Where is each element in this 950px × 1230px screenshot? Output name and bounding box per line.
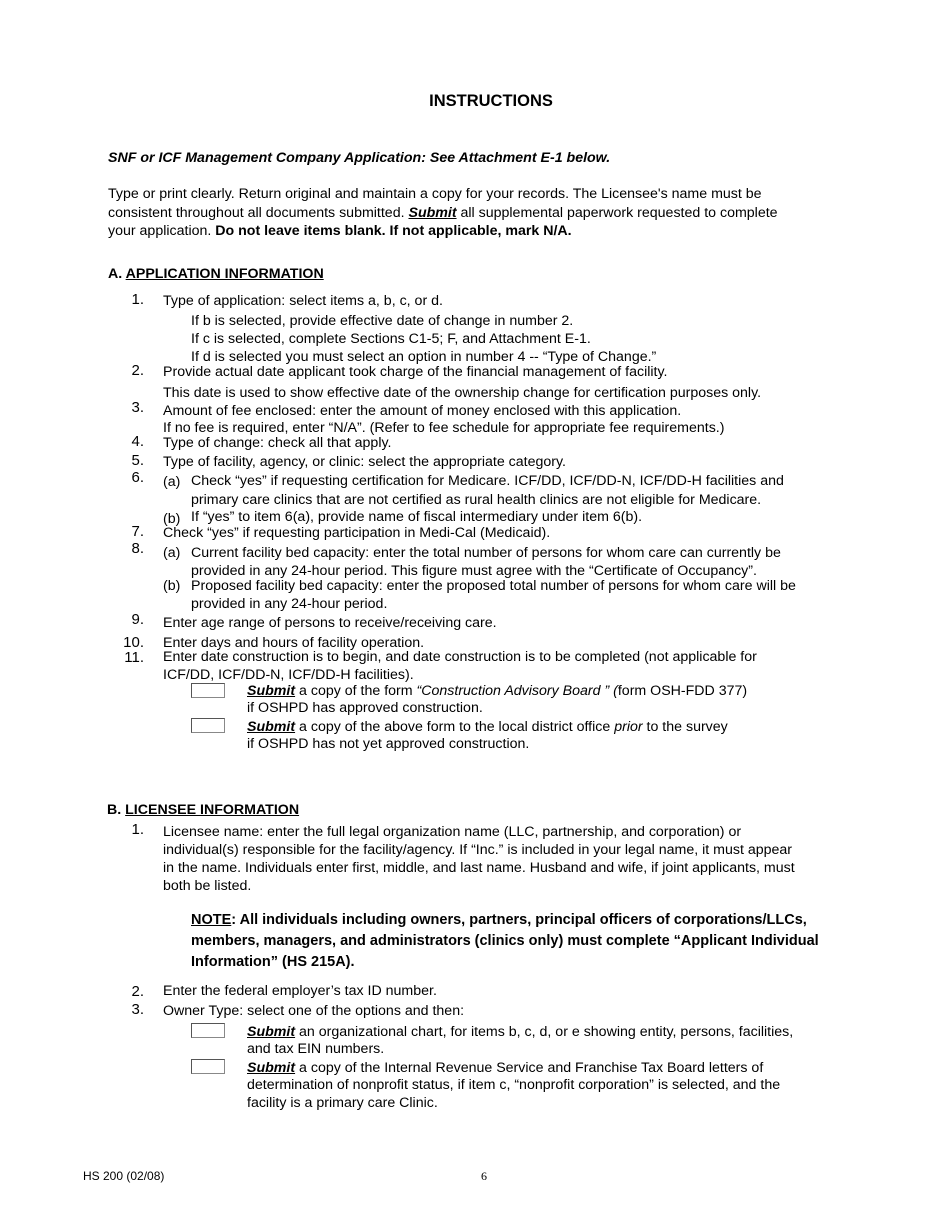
- item-text: Proposed facility bed capacity: enter the proposed total number of persons for whom care will be: [191, 578, 796, 594]
- item-text: If “yes” to item 6(a), provide name of fiscal intermediary under item 6(b).: [191, 509, 643, 525]
- submit-keyword: Submit: [247, 1060, 296, 1076]
- item-subtext: provided in any 24-hour period. This figure must agree with the “Certificate of Occupancy”.: [191, 563, 757, 579]
- note-line-2: members, managers, and administrators (clinics only) must complete “Applicant Individual: [191, 933, 819, 949]
- item-text: Enter the federal employer’s tax ID number.: [163, 983, 437, 999]
- item-number: 1.: [131, 291, 144, 308]
- intro-line-3: [108, 222, 572, 240]
- item-text: Provide actual date applicant took charge of the financial management of facility.: [163, 364, 668, 380]
- item-number: 11.: [124, 649, 144, 666]
- checkbox-text: a copy of the above form to the local district office: [295, 719, 615, 735]
- item-number: 4.: [131, 433, 144, 450]
- item-subtext: both be listed.: [163, 878, 252, 894]
- checkbox-label: [247, 1059, 763, 1077]
- page-number: 6: [481, 1169, 487, 1183]
- item-number: 10.: [123, 634, 144, 651]
- item-subtext: in the name. Individuals enter first, middle, and last name. Husband and wife, if joint applicants, must: [163, 860, 795, 876]
- checkbox-label-line3: facility is a primary care Clinic.: [247, 1095, 438, 1111]
- construction-not-approved-checkbox[interactable]: [191, 718, 225, 733]
- item-text: Check “yes” if requesting certification for Medicare. ICF/DD, ICF/DD-N, ICF/DD-H facilities and: [191, 473, 784, 489]
- item-text: Enter date construction is to begin, and date construction is to be completed (not applicable for: [163, 649, 757, 665]
- section-a-heading: [108, 265, 324, 283]
- item-number: 3.: [131, 399, 144, 416]
- item-subtext: If c is selected, complete Sections C1-5; F, and Attachment E-1.: [191, 331, 591, 347]
- item-text: Type of facility, agency, or clinic: select the appropriate category.: [163, 454, 566, 470]
- construction-approved-checkbox[interactable]: [191, 683, 225, 698]
- nonprofit-letters-checkbox[interactable]: [191, 1059, 225, 1074]
- section-a-letter: A.: [108, 266, 123, 282]
- form-name: “Construction Advisory Board ” (: [416, 683, 618, 699]
- checkbox-label: [247, 682, 747, 700]
- item-subtext: ICF/DD, ICF/DD-N, ICF/DD-H facilities).: [163, 667, 414, 683]
- checkbox-label: [247, 1023, 793, 1041]
- note-text: : All individuals including owners, partners, principal officers of corporations/LLCs,: [231, 912, 807, 928]
- item-subtext: If no fee is required, enter “N/A”. (Refer to fee schedule for appropriate fee requirements.): [163, 420, 725, 436]
- item-subtext: provided in any 24-hour period.: [191, 596, 388, 612]
- item-text: Check “yes” if requesting participation in Medi-Cal (Medicaid).: [163, 525, 551, 541]
- item-text: Type of change: check all that apply.: [163, 435, 392, 451]
- item-number: 2.: [131, 983, 144, 1000]
- section-a-title: APPLICATION INFORMATION: [125, 266, 324, 282]
- intro-line-2: [108, 204, 778, 222]
- checkbox-label: [247, 718, 728, 736]
- checkbox-label-line2: and tax EIN numbers.: [247, 1041, 385, 1057]
- item-text: Amount of fee enclosed: enter the amount of money enclosed with this application.: [163, 403, 682, 419]
- checkbox-text: form OSH-FDD 377): [617, 683, 748, 699]
- item-label: (b): [163, 511, 181, 527]
- note-line-3: Information” (HS 215A).: [191, 954, 355, 970]
- item-number: 7.: [131, 523, 144, 540]
- form-id: HS 200 (02/08): [83, 1169, 165, 1183]
- checkbox-text: a copy of the form: [295, 683, 417, 699]
- item-text: Licensee name: enter the full legal organization name (LLC, partnership, and corporation) or: [163, 824, 742, 840]
- management-company-note: SNF or ICF Management Company Application: See Attachment E-1 below.: [108, 150, 611, 166]
- submit-keyword: Submit: [408, 205, 457, 221]
- item-number: 9.: [131, 611, 144, 628]
- item-subtext: If b is selected, provide effective date of change in number 2.: [191, 313, 574, 329]
- prior-keyword: prior: [614, 719, 643, 735]
- item-subtext: individual(s) responsible for the facility/agency. If “Inc.” is included in your legal name, it must appear: [163, 842, 793, 858]
- checkbox-text: an organizational chart, for items b, c, d, or e showing entity, persons, facilities,: [295, 1024, 794, 1040]
- item-number: 5.: [131, 452, 144, 469]
- checkbox-label-line2: if OSHPD has approved construction.: [247, 700, 483, 716]
- item-text: Owner Type: select one of the options and then:: [163, 1003, 465, 1019]
- intro-warning: Do not leave items blank. If not applicable, mark N/A.: [215, 223, 572, 239]
- item-number: 2.: [131, 362, 144, 379]
- item-number: 8.: [131, 540, 144, 557]
- intro-text: all supplemental paperwork requested to complete: [456, 205, 778, 221]
- org-chart-checkbox[interactable]: [191, 1023, 225, 1038]
- section-b-heading: [107, 801, 299, 819]
- submit-keyword: Submit: [247, 1024, 296, 1040]
- intro-line-1: Type or print clearly. Return original and maintain a copy for your records. The Licensee's name must be: [108, 186, 762, 202]
- item-subtext: primary care clinics that are not certified as rural health clinics are not eligible for Medicare.: [191, 492, 762, 508]
- item-subtext: If d is selected you must select an option in number 4 -- “Type of Change.”: [191, 349, 657, 365]
- item-number: 1.: [131, 821, 144, 838]
- submit-keyword: Submit: [247, 719, 296, 735]
- checkbox-label-line2: determination of nonprofit status, if item c, “nonprofit corporation” is selected, and the: [247, 1077, 781, 1093]
- checkbox-label-line2: if OSHPD has not yet approved construction.: [247, 736, 530, 752]
- item-label: (a): [163, 545, 181, 561]
- section-b-title: LICENSEE INFORMATION: [125, 802, 300, 818]
- item-subtext: This date is used to show effective date of the ownership change for certification purposes only.: [163, 385, 762, 401]
- item-text: Enter days and hours of facility operation.: [163, 635, 425, 651]
- page-title: INSTRUCTIONS: [429, 92, 553, 110]
- submit-keyword: Submit: [247, 683, 296, 699]
- checkbox-text: a copy of the Internal Revenue Service and Franchise Tax Board letters of: [295, 1060, 764, 1076]
- item-label: (a): [163, 474, 181, 490]
- item-text: Type of application: select items a, b, c, or d.: [163, 293, 443, 309]
- intro-text: consistent throughout all documents submitted.: [108, 205, 409, 221]
- checkbox-text: to the survey: [642, 719, 728, 735]
- item-text: Current facility bed capacity: enter the total number of persons for whom care can currently be: [191, 545, 781, 561]
- intro-text: your application.: [108, 223, 216, 239]
- item-text: Enter age range of persons to receive/receiving care.: [163, 615, 497, 631]
- item-number: 3.: [131, 1001, 144, 1018]
- note-line-1: [191, 911, 807, 929]
- item-label: (b): [163, 578, 181, 594]
- item-number: 6.: [131, 469, 144, 486]
- section-b-letter: B.: [107, 802, 122, 818]
- note-label: NOTE: [191, 912, 232, 928]
